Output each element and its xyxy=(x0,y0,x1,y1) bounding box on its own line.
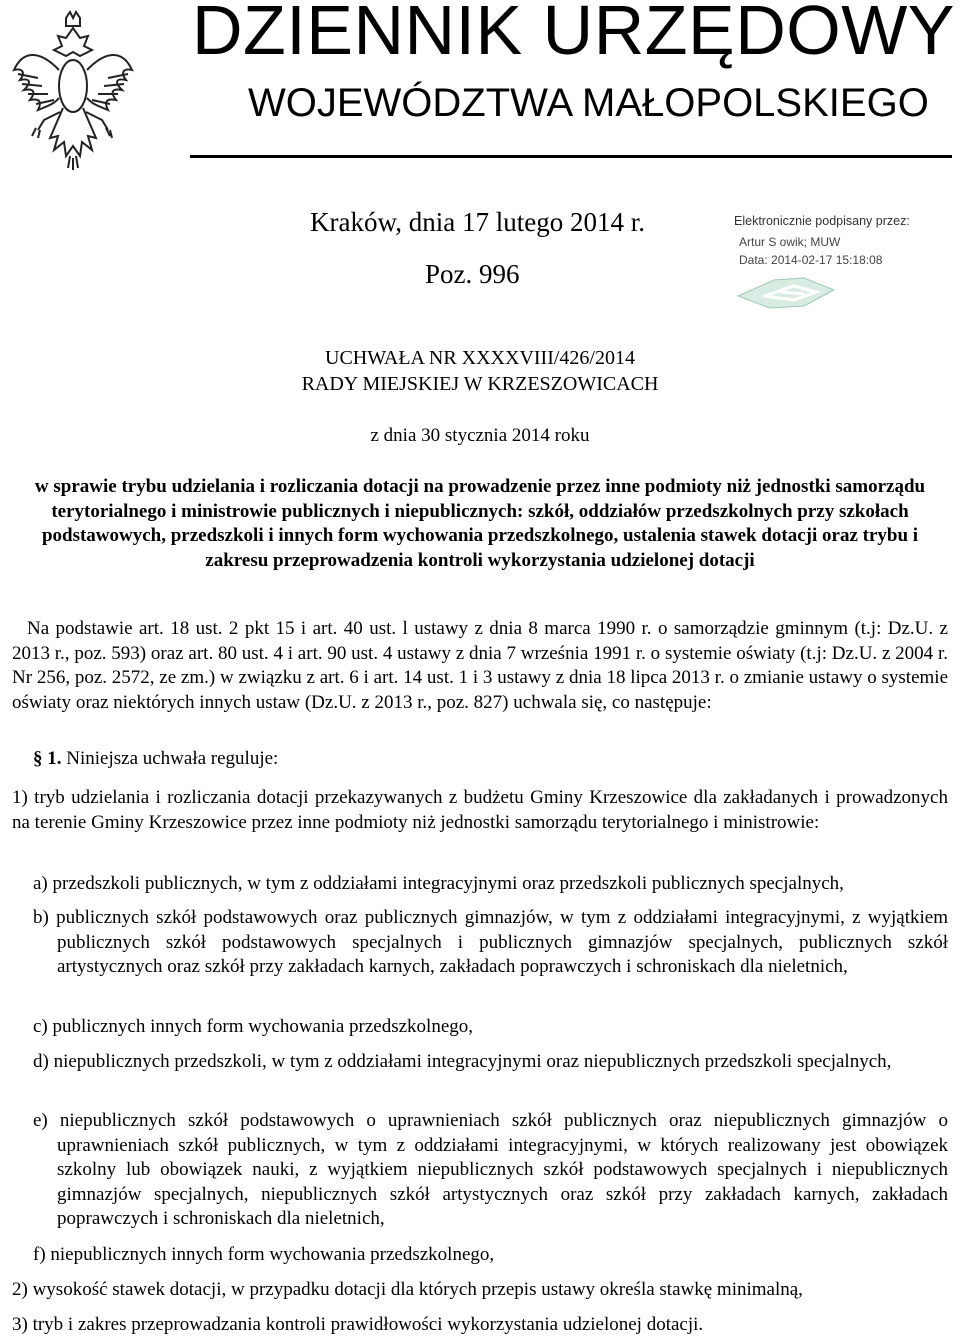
polish-eagle-emblem-icon xyxy=(8,8,138,173)
sub-list-item: b) publicznych szkół podstawowych oraz publicznych gimnazjów, w tym z oddziałami integracyjnymi, z wyjątkiem publicznych szkół podstawowych specjalnych i publicznych gimnazjów specjalnych, publicznych szkół artystycznych oraz szkół przy zakładach karnych, zakładach poprawczych i schroniskach dla nieletnich, xyxy=(33,907,948,978)
section-number: § 1. xyxy=(33,748,62,769)
resolution-number: UCHWAŁA NR XXXXVIII/426/2014 xyxy=(325,347,635,369)
list-item: 2) wysokość stawek dotacji, w przypadku dotacji dla których przepis ustawy określa stawkę minimalną, xyxy=(12,1279,803,1300)
gazette-subtitle: WOJEWÓDZTWA MAŁOPOLSKIEGO xyxy=(248,81,929,125)
gazette-title: DZIENNIK URZĘDOWY xyxy=(192,0,955,69)
legal-basis-paragraph: Na podstawie art. 18 ust. 2 pkt 15 i art. 40 ust. l ustawy z dnia 8 marca 1990 r. o samorządzie gminnym (t.j: Dz.U. z 2013 r., poz. 593) oraz art. 80 ust. 4 i art. 90 ust. 4 ustawy z dnia 7 września 1991 r. o systemie oświaty (t.j: Dz.U. z 2004 r. Nr 256, poz. 2572, ze zm.) w związku z art. 6 i art. 14 ust. 1 i 3 ustawy z dnia 18 lipca 2013 r. o zmianie ustawy o systemie oświaty oraz niektórych innych ustaw (Dz.U. z 2013 r., poz. 827) uchwala się, co następuje: xyxy=(12,618,948,713)
section-1 xyxy=(33,747,953,772)
signature-label: Elektronicznie podpisany przez: xyxy=(734,214,910,228)
masthead-divider xyxy=(190,155,952,158)
list-item: 3) tryb i zakres przeprowadzania kontroli prawidłowości wykorzystania udzielonej dotacji. xyxy=(12,1314,704,1335)
sub-list-item: e) niepublicznych szkół podstawowych o uprawnieniach szkół publicznych oraz niepublicznych gimnazjów o uprawnieniach szkół publicznych, w tym z oddziałami integracyjnymi, w których realizowany jest obowiązek szkolny lub obowiązek nauki, z wyjątkiem niepublicznych szkół podstawowych specjalnych i niepublicznych gimnazjów specjalnych, niepublicznych szkół artystycznych oraz szkół przy zakładach karnych, zakładach poprawczych i schroniskach dla nieletnich, xyxy=(33,1110,948,1230)
resolution-date: z dnia 30 stycznia 2014 roku xyxy=(370,425,590,446)
resolution-subject: w sprawie trybu udzielania i rozliczania dotacji na prowadzenie przez inne podmioty niż jednostki samorządu terytorialnego i ministrowie publicznych i niepublicznych: szkół, oddziałów przedszkolnych przy szkołach podstawowych, przedszkoli i innych form wychowania przedszkolnego, ustalenia stawek dotacji oraz trybu i zakresu przeprowadzenia kontroli wykorzystania udzielonej dotacji xyxy=(34,476,926,571)
signature-seal-icon xyxy=(734,266,844,312)
section-intro: Niniejsza uchwała reguluje: xyxy=(61,748,279,769)
list-item: 1) tryb udzielania i rozliczania dotacji przekazywanych z budżetu Gminy Krzeszowice dla zakładanych i prowadzonych na terenie Gminy Krzeszowice przez inne podmioty niż jednostki samorządu terytorialnego i ministrowie: xyxy=(12,787,948,833)
signature-date: Data: 2014-02-17 15:18:08 xyxy=(739,253,883,267)
sub-list-item: a) przedszkoli publicznych, w tym z oddziałami integracyjnymi oraz przedszkoli publicznych specjalnych, xyxy=(33,873,844,894)
resolution-body: RADY MIEJSKIEJ W KRZESZOWICACH xyxy=(301,373,659,395)
place-and-date: Kraków, dnia 17 lutego 2014 r. xyxy=(310,207,645,237)
electronic-signature-block xyxy=(734,214,954,304)
sub-list-item: c) publicznych innych form wychowania przedszkolnego, xyxy=(33,1016,474,1037)
position-number: Poz. 996 xyxy=(425,259,520,289)
sub-list-item: f) niepublicznych innych form wychowania przedszkolnego, xyxy=(33,1244,495,1265)
sub-list-item: d) niepublicznych przedszkoli, w tym z oddziałami integracyjnymi oraz niepublicznych przedszkoli specjalnych, xyxy=(33,1051,892,1072)
signature-signer: Artur S owik; MUW xyxy=(739,235,841,249)
